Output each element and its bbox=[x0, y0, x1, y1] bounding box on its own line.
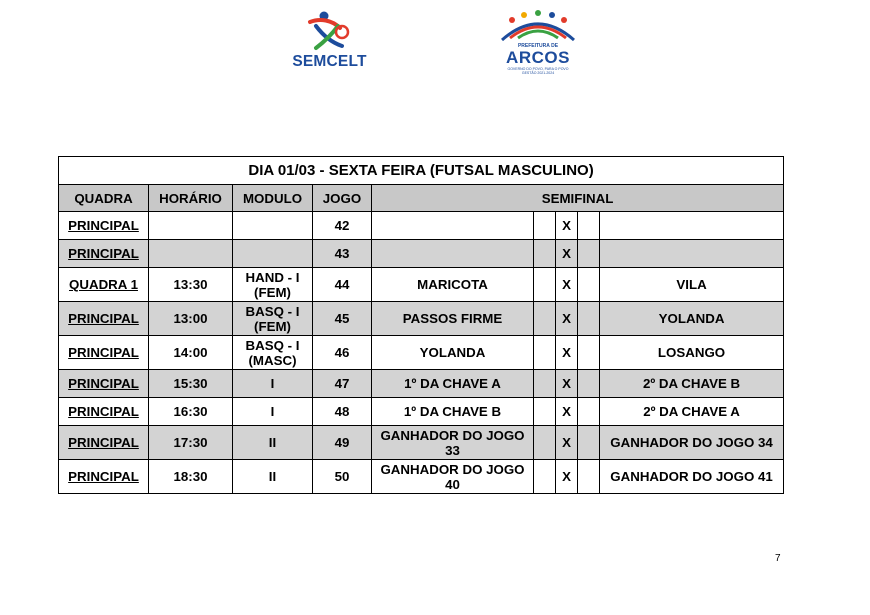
cell-versus: X bbox=[556, 302, 578, 336]
table-row bbox=[59, 460, 784, 494]
cell-quadra: PRINCIPAL bbox=[59, 398, 149, 426]
cell-spacer-left bbox=[534, 426, 556, 460]
table-title: DIA 01/03 - SEXTA FEIRA (FUTSAL MASCULINO) bbox=[59, 157, 784, 185]
cell-modulo: BASQ - I (FEM) bbox=[233, 302, 313, 336]
cell-quadra: PRINCIPAL bbox=[59, 212, 149, 240]
table-row bbox=[59, 370, 784, 398]
cell-spacer-left bbox=[534, 302, 556, 336]
arcos-logo bbox=[492, 10, 584, 74]
header-horario: HORÁRIO bbox=[149, 185, 233, 212]
cell-time-a bbox=[372, 212, 534, 240]
page-number: 7 bbox=[775, 553, 781, 564]
header-semifinal: SEMIFINAL bbox=[372, 185, 784, 212]
cell-modulo: HAND - I (FEM) bbox=[233, 268, 313, 302]
cell-quadra: PRINCIPAL bbox=[59, 240, 149, 268]
cell-versus: X bbox=[556, 426, 578, 460]
title-row bbox=[59, 157, 784, 185]
cell-spacer-left bbox=[534, 268, 556, 302]
cell-time-b: YOLANDA bbox=[600, 302, 784, 336]
table-row bbox=[59, 302, 784, 336]
table-row bbox=[59, 336, 784, 370]
cell-jogo: 50 bbox=[313, 460, 372, 494]
table-row bbox=[59, 212, 784, 240]
cell-spacer-left bbox=[534, 460, 556, 494]
arcos-emblem-icon bbox=[496, 10, 580, 42]
cell-time-a: MARICOTA bbox=[372, 268, 534, 302]
cell-horario: 14:00 bbox=[149, 336, 233, 370]
header-row bbox=[59, 185, 784, 212]
cell-time-a: YOLANDA bbox=[372, 336, 534, 370]
cell-time-a: GANHADOR DO JOGO 33 bbox=[372, 426, 534, 460]
cell-modulo bbox=[233, 240, 313, 268]
cell-spacer-right bbox=[578, 268, 600, 302]
cell-spacer-left bbox=[534, 370, 556, 398]
cell-horario: 16:30 bbox=[149, 398, 233, 426]
cell-jogo: 44 bbox=[313, 268, 372, 302]
cell-spacer-right bbox=[578, 336, 600, 370]
cell-spacer-right bbox=[578, 460, 600, 494]
cell-modulo: II bbox=[233, 426, 313, 460]
cell-spacer-right bbox=[578, 302, 600, 336]
semcelt-logo-text: SEMCELT bbox=[292, 53, 367, 70]
cell-modulo bbox=[233, 212, 313, 240]
cell-time-a: GANHADOR DO JOGO 40 bbox=[372, 460, 534, 494]
cell-versus: X bbox=[556, 212, 578, 240]
cell-time-a bbox=[372, 240, 534, 268]
cell-time-b: GANHADOR DO JOGO 34 bbox=[600, 426, 784, 460]
cell-spacer-left bbox=[534, 212, 556, 240]
cell-jogo: 42 bbox=[313, 212, 372, 240]
arcos-name-text: ARCOS bbox=[506, 48, 570, 67]
cell-jogo: 49 bbox=[313, 426, 372, 460]
cell-horario: 18:30 bbox=[149, 460, 233, 494]
table-row bbox=[59, 426, 784, 460]
cell-spacer-right bbox=[578, 398, 600, 426]
table-row bbox=[59, 240, 784, 268]
cell-spacer-right bbox=[578, 370, 600, 398]
cell-spacer-right bbox=[578, 212, 600, 240]
cell-spacer-left bbox=[534, 336, 556, 370]
cell-time-b bbox=[600, 212, 784, 240]
cell-quadra: PRINCIPAL bbox=[59, 370, 149, 398]
cell-versus: X bbox=[556, 370, 578, 398]
cell-horario: 13:00 bbox=[149, 302, 233, 336]
cell-modulo: BASQ - I (MASC) bbox=[233, 336, 313, 370]
cell-time-a: 1º DA CHAVE A bbox=[372, 370, 534, 398]
cell-spacer-left bbox=[534, 398, 556, 426]
table-row bbox=[59, 268, 784, 302]
cell-versus: X bbox=[556, 240, 578, 268]
cell-time-b: VILA bbox=[600, 268, 784, 302]
cell-modulo: I bbox=[233, 398, 313, 426]
cell-modulo: I bbox=[233, 370, 313, 398]
semcelt-logo bbox=[282, 10, 377, 72]
header-modulo: MODULO bbox=[233, 185, 313, 212]
cell-horario bbox=[149, 212, 233, 240]
cell-time-b: 2º DA CHAVE B bbox=[600, 370, 784, 398]
header-jogo: JOGO bbox=[313, 185, 372, 212]
cell-time-b: LOSANGO bbox=[600, 336, 784, 370]
cell-time-a: PASSOS FIRME bbox=[372, 302, 534, 336]
schedule-table bbox=[58, 156, 784, 494]
cell-quadra: PRINCIPAL bbox=[59, 302, 149, 336]
cell-versus: X bbox=[556, 336, 578, 370]
cell-versus: X bbox=[556, 460, 578, 494]
cell-spacer-left bbox=[534, 240, 556, 268]
cell-quadra: PRINCIPAL bbox=[59, 426, 149, 460]
cell-jogo: 45 bbox=[313, 302, 372, 336]
cell-time-b: 2º DA CHAVE A bbox=[600, 398, 784, 426]
cell-versus: X bbox=[556, 398, 578, 426]
cell-horario: 13:30 bbox=[149, 268, 233, 302]
arcos-years-text: GESTÃO 2021-2024 bbox=[521, 71, 555, 75]
cell-quadra: QUADRA 1 bbox=[59, 268, 149, 302]
cell-spacer-right bbox=[578, 426, 600, 460]
cell-jogo: 47 bbox=[313, 370, 372, 398]
cell-horario bbox=[149, 240, 233, 268]
header-quadra: QUADRA bbox=[59, 185, 149, 212]
cell-modulo: II bbox=[233, 460, 313, 494]
cell-time-a: 1º DA CHAVE B bbox=[372, 398, 534, 426]
semcelt-emblem-icon bbox=[302, 10, 357, 54]
cell-time-b bbox=[600, 240, 784, 268]
cell-horario: 17:30 bbox=[149, 426, 233, 460]
cell-quadra: PRINCIPAL bbox=[59, 336, 149, 370]
table-row bbox=[59, 398, 784, 426]
arcos-prefeitura-text: PREFEITURA DE bbox=[517, 43, 559, 49]
cell-time-b: GANHADOR DO JOGO 41 bbox=[600, 460, 784, 494]
cell-jogo: 43 bbox=[313, 240, 372, 268]
cell-jogo: 48 bbox=[313, 398, 372, 426]
cell-versus: X bbox=[556, 268, 578, 302]
cell-quadra: PRINCIPAL bbox=[59, 460, 149, 494]
cell-spacer-right bbox=[578, 240, 600, 268]
cell-horario: 15:30 bbox=[149, 370, 233, 398]
arcos-tagline-text: GOVERNO DO POVO, PARA O POVO bbox=[507, 67, 569, 71]
cell-jogo: 46 bbox=[313, 336, 372, 370]
